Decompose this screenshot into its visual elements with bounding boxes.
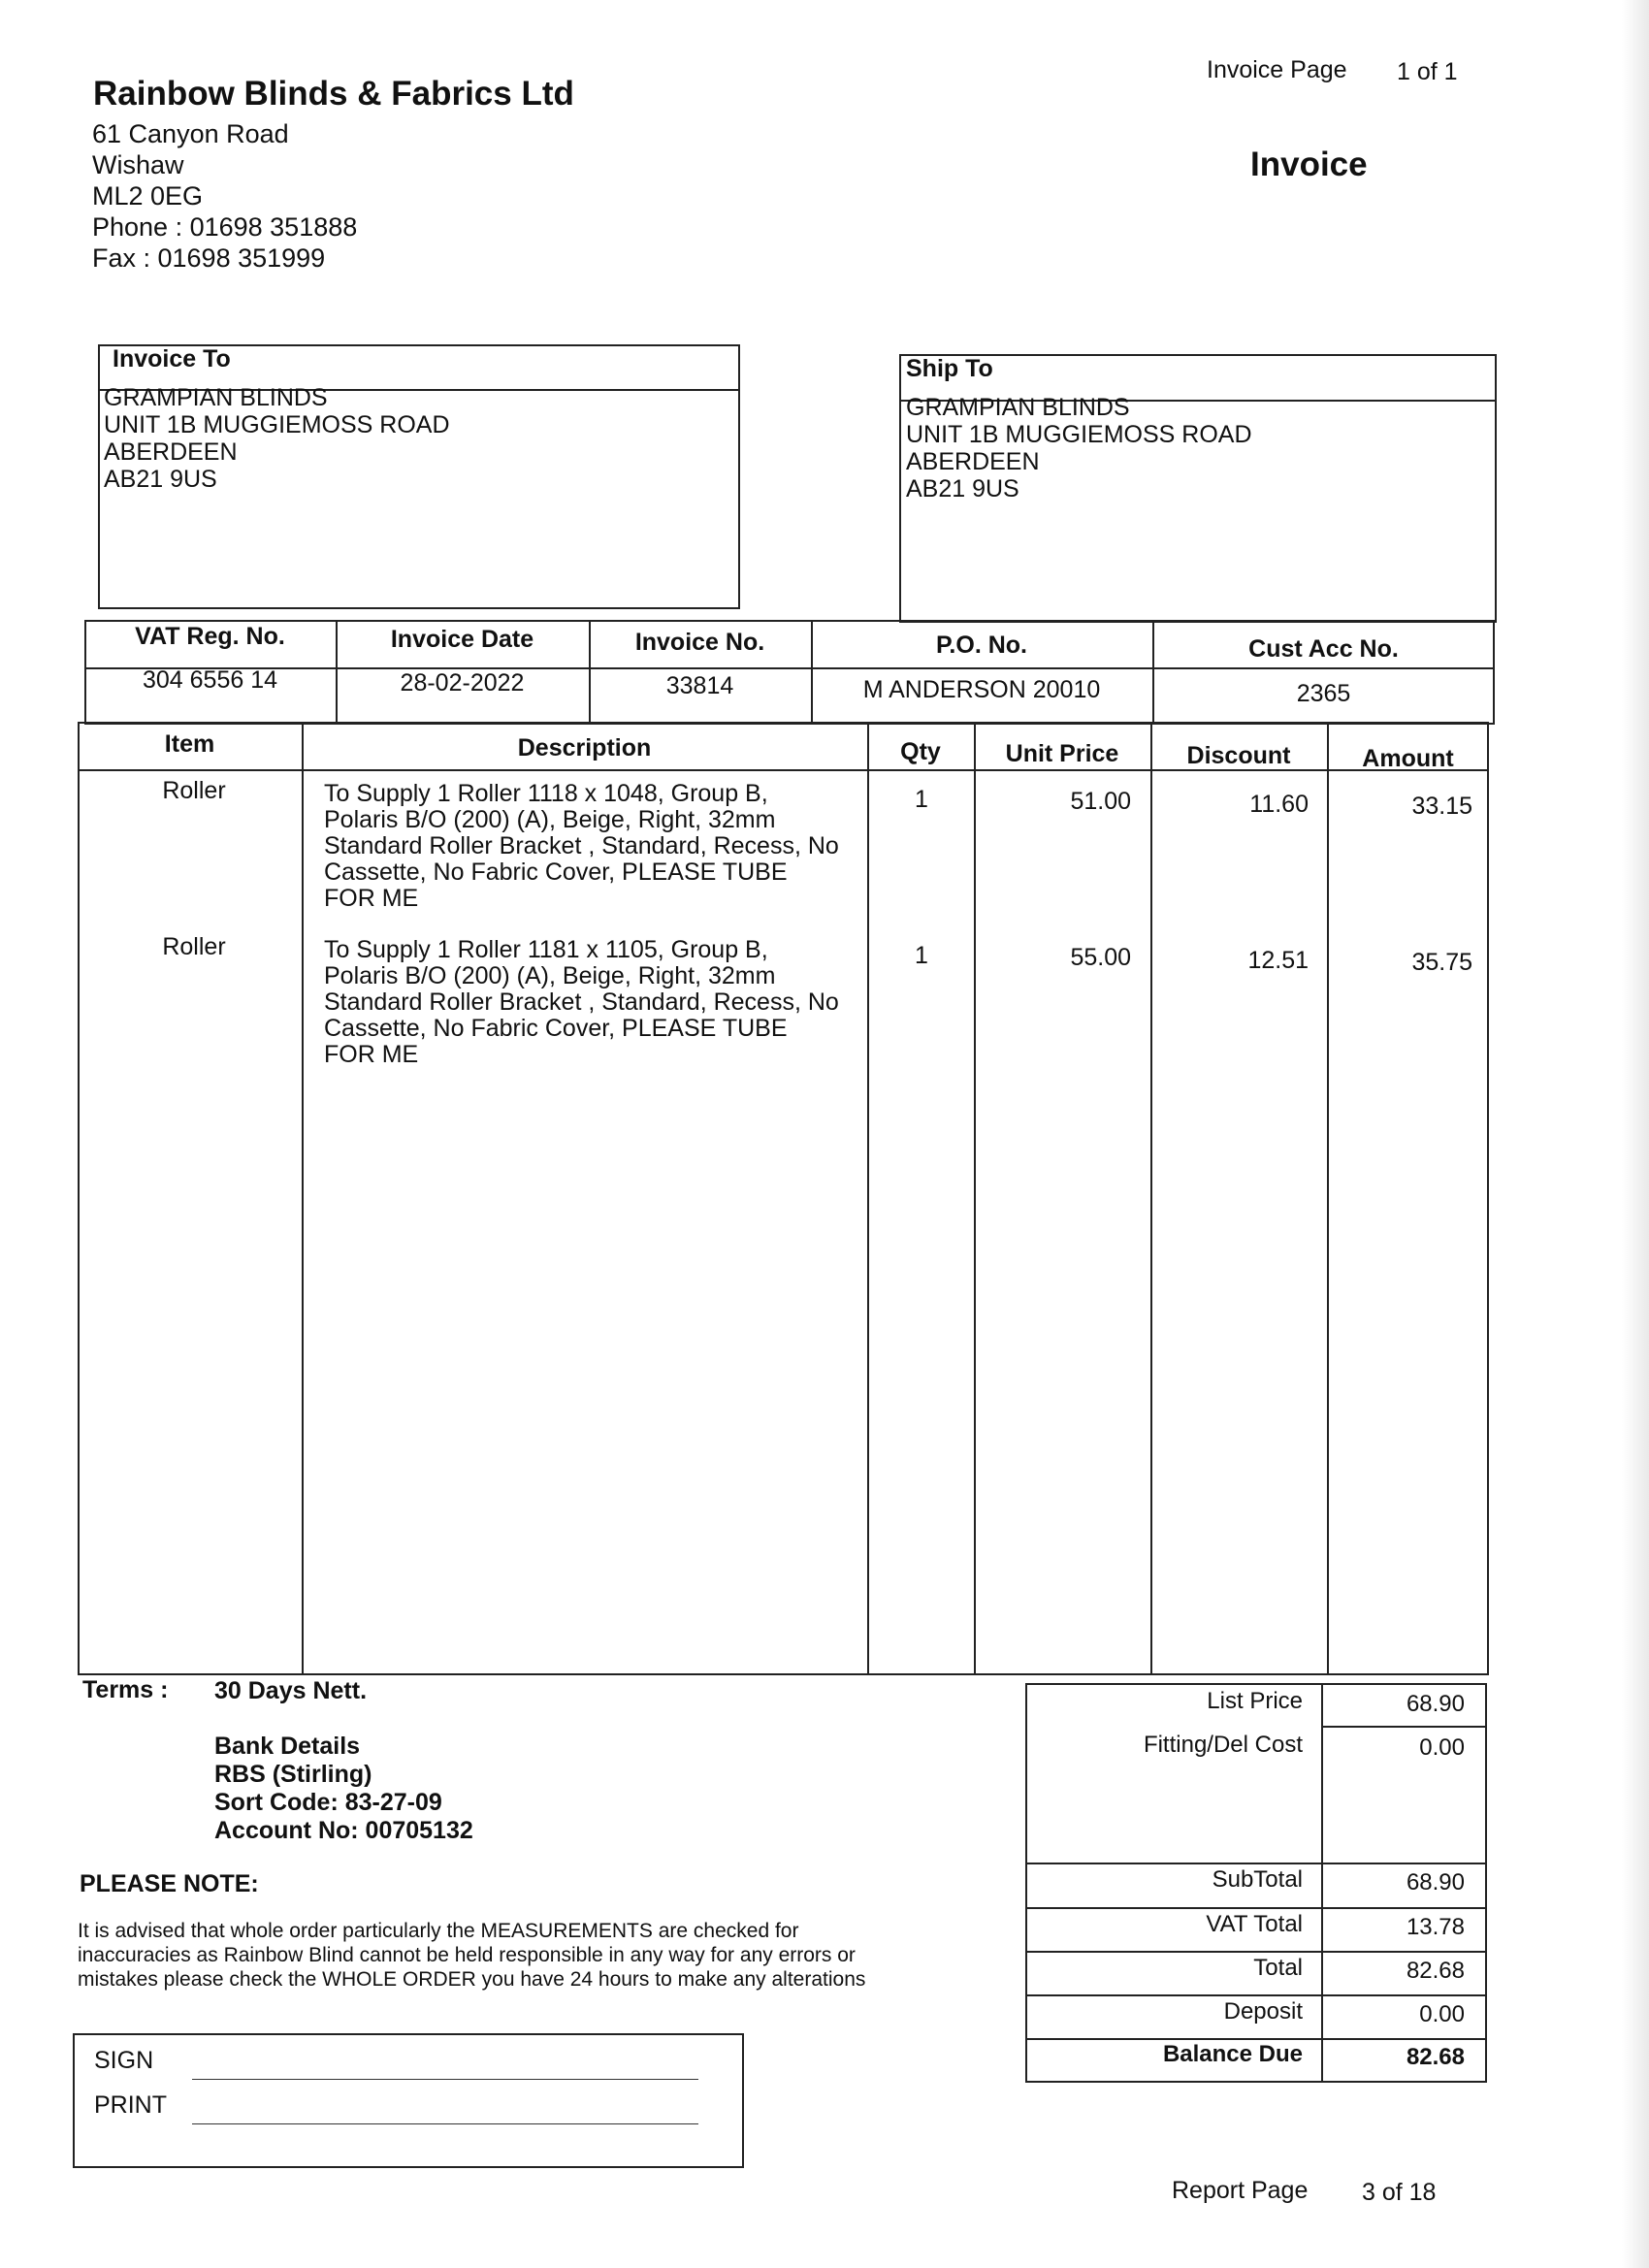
po-no-header: P.O. No.: [935, 632, 1027, 659]
row-qty: 1: [915, 942, 928, 969]
note-line: It is advised that whole order particularly the MEASUREMENTS are checked for: [78, 1920, 799, 1942]
address-line: AB21 9US: [104, 466, 217, 493]
description-line: Cassette, No Fabric Cover, PLEASE TUBE: [324, 859, 788, 886]
invoice-no-header: Invoice No.: [634, 629, 765, 656]
invoice-date-header: Invoice Date: [390, 626, 534, 653]
divider: [302, 722, 304, 1675]
note-line: inaccuracies as Rainbow Blind cannot be held responsible in any way for any errors or: [78, 1944, 856, 1966]
vat-total-value: 13.78: [1406, 1914, 1465, 1940]
company-name: Rainbow Blinds & Fabrics Ltd: [93, 75, 574, 113]
row-item: Roller: [162, 933, 226, 960]
sort-code: Sort Code: 83-27-09: [214, 1789, 442, 1816]
report-page-label: Report Page: [1172, 2177, 1309, 2204]
qty-column-header: Qty: [900, 738, 941, 765]
row-amount: 33.15: [1411, 793, 1472, 820]
description-line: Standard Roller Bracket , Standard, Recess, No: [324, 832, 839, 859]
vat-total-label: VAT Total: [1206, 1911, 1303, 1937]
divider: [1025, 1863, 1487, 1864]
divider: [867, 722, 869, 1675]
row-discount: 12.51: [1247, 947, 1309, 974]
company-address: [92, 118, 357, 274]
divider: [974, 722, 976, 1675]
balance-due-value: 82.68: [1406, 2044, 1465, 2070]
fitting-cost-label: Fitting/Del Cost: [1143, 1732, 1303, 1758]
address-line: AB21 9US: [906, 475, 1019, 502]
address-line: 61 Canyon Road: [92, 119, 289, 148]
please-note-text: [78, 1919, 865, 1992]
list-price-value: 68.90: [1406, 1691, 1465, 1717]
po-no-value: M ANDERSON 20010: [862, 676, 1101, 703]
address-line: UNIT 1B MUGGIEMOSS ROAD: [906, 421, 1252, 448]
terms-value: 30 Days Nett.: [214, 1677, 368, 1704]
row-discount: 11.60: [1249, 791, 1309, 818]
row-description: [324, 937, 839, 1068]
row-unit-price: 51.00: [1070, 788, 1131, 815]
invoice-to-label: Invoice To: [113, 345, 231, 373]
divider: [1321, 1726, 1487, 1728]
deposit-value: 0.00: [1419, 2001, 1465, 2027]
address-line: GRAMPIAN BLINDS: [906, 394, 1130, 421]
description-line: Polaris B/O (200) (A), Beige, Right, 32mm: [324, 962, 776, 989]
address-line: ABERDEEN: [906, 448, 1040, 475]
address-line: ABERDEEN: [104, 438, 238, 466]
note-line: mistakes please check the WHOLE ORDER you have 24 hours to make any alterations: [78, 1968, 866, 1991]
row-item: Roller: [162, 777, 226, 804]
company-phone: Phone : 01698 351888: [92, 212, 358, 242]
unit-price-column-header: Unit Price: [1005, 740, 1119, 767]
amount-column-header: Amount: [1362, 745, 1454, 772]
print-line[interactable]: [192, 2123, 698, 2124]
bank-details-title: Bank Details: [214, 1733, 361, 1760]
divider: [1025, 2038, 1487, 2040]
subtotal-value: 68.90: [1406, 1869, 1465, 1895]
sign-label: SIGN: [94, 2047, 154, 2074]
ship-to-label: Ship To: [906, 355, 993, 382]
row-amount: 35.75: [1411, 949, 1472, 976]
bank-details: [214, 1733, 473, 1845]
divider: [1025, 1994, 1487, 1996]
signature-box: [73, 2033, 744, 2168]
divider: [1321, 1683, 1323, 2083]
vat-reg-value: 304 6556 14: [142, 666, 278, 694]
description-column-header: Description: [517, 734, 652, 761]
sign-line[interactable]: [192, 2079, 698, 2080]
terms-label: Terms :: [82, 1676, 169, 1703]
invoice-to-address: [104, 384, 450, 493]
please-note-title: PLEASE NOTE:: [80, 1870, 259, 1897]
invoice-date-value: 28-02-2022: [400, 669, 525, 697]
deposit-label: Deposit: [1223, 1998, 1303, 2025]
invoice-page-value: 1 of 1: [1397, 58, 1458, 85]
scan-edge: [1622, 0, 1649, 2268]
divider: [1327, 722, 1329, 1675]
description-line: FOR ME: [324, 885, 419, 912]
account-number: Account No: 00705132: [214, 1817, 473, 1844]
description-line: Polaris B/O (200) (A), Beige, Right, 32mm: [324, 806, 776, 833]
report-page-value: 3 of 18: [1362, 2179, 1437, 2206]
discount-column-header: Discount: [1186, 742, 1291, 769]
address-line: GRAMPIAN BLINDS: [104, 384, 328, 411]
description-line: FOR ME: [324, 1041, 419, 1068]
divider: [1150, 722, 1152, 1675]
total-value: 82.68: [1406, 1958, 1465, 1984]
cust-acc-header: Cust Acc No.: [1248, 635, 1399, 663]
fitting-cost-value: 0.00: [1419, 1734, 1465, 1761]
row-qty: 1: [915, 786, 928, 813]
description-line: Cassette, No Fabric Cover, PLEASE TUBE: [324, 1015, 788, 1042]
description-line: To Supply 1 Roller 1181 x 1105, Group B,: [324, 936, 768, 963]
address-line: UNIT 1B MUGGIEMOSS ROAD: [104, 411, 450, 438]
company-fax: Fax : 01698 351999: [92, 243, 326, 273]
item-column-header: Item: [164, 730, 215, 758]
document-title: Invoice: [1250, 146, 1368, 183]
row-unit-price: 55.00: [1070, 944, 1131, 971]
divider: [1025, 1907, 1487, 1909]
address-line: Wishaw: [92, 150, 184, 179]
address-line: ML2 0EG: [92, 181, 204, 211]
description-line: Standard Roller Bracket , Standard, Recess, No: [324, 988, 839, 1016]
list-price-label: List Price: [1207, 1688, 1303, 1714]
invoice-page-label: Invoice Page: [1207, 56, 1347, 83]
divider: [1025, 1951, 1487, 1953]
row-description: [324, 781, 839, 912]
invoice-no-value: 33814: [665, 672, 734, 699]
subtotal-label: SubTotal: [1212, 1866, 1303, 1893]
bank-name: RBS (Stirling): [214, 1761, 372, 1788]
total-label: Total: [1253, 1955, 1303, 1981]
ship-to-address: [906, 394, 1252, 502]
cust-acc-value: 2365: [1296, 680, 1351, 707]
balance-due-label: Balance Due: [1162, 2041, 1303, 2067]
vat-reg-header: VAT Reg. No.: [135, 623, 285, 650]
print-label: PRINT: [94, 2091, 167, 2119]
description-line: To Supply 1 Roller 1118 x 1048, Group B,: [324, 780, 768, 807]
